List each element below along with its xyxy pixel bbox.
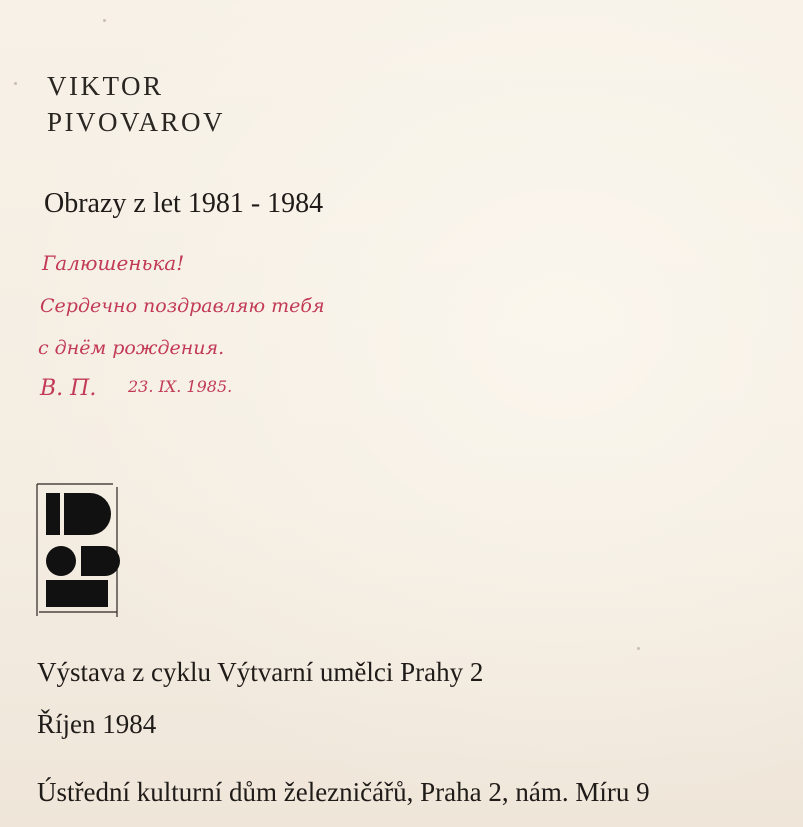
author-name: [47, 68, 225, 140]
exhibition-date: Říjen 1984: [37, 709, 157, 739]
dedication-date: 23. IX. 1985.: [128, 377, 233, 396]
paper-speck: [637, 647, 640, 650]
exhibition-venue: Ústřední kulturní dům železničářů, Praha 2, nám. Míru 9: [37, 777, 650, 807]
p2-logo-icon: [35, 481, 121, 619]
paper-speck: [103, 19, 106, 22]
author-last-name: PIVOVAROV: [47, 107, 226, 137]
dedication-line-2: Сердечно поздравляю тебя: [40, 295, 325, 317]
paper-speck: [14, 82, 17, 85]
dedication-line-1: Галюшенька!: [42, 251, 185, 275]
author-first-name: VIKTOR: [47, 71, 164, 101]
book-subtitle: Obrazy z let 1981 - 1984: [44, 188, 324, 219]
dedication-initials: В. П.: [40, 376, 97, 401]
dedication-line-3: с днём рождения.: [38, 337, 225, 359]
exhibition-series: Výstava z cyklu Výtvarní umělci Prahy 2: [37, 657, 484, 687]
